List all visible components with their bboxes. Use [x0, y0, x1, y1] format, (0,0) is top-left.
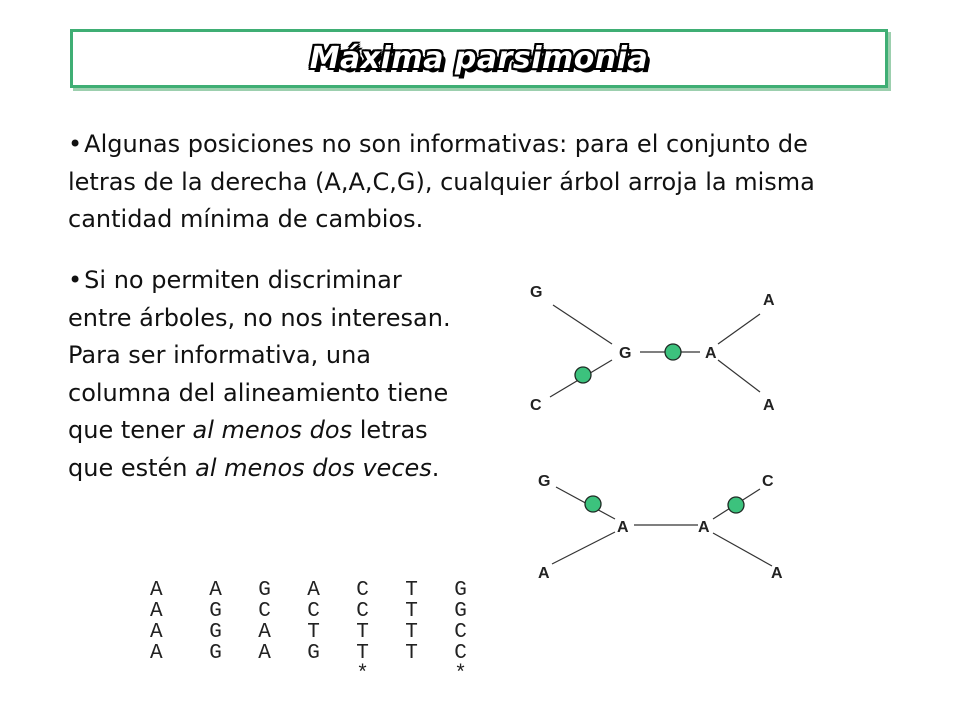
page-title: Máxima parsimonia	[309, 41, 649, 76]
tree-1-branch-top-right	[718, 314, 760, 344]
paragraph-1-text: Algunas posiciones no son informativas: para el conjunto de letras de la derecha (A,A,C,G), cualquier árbol arroja la misma cantidad mínima de cambios.	[68, 130, 815, 233]
tree-1-inner-right: A	[705, 345, 717, 362]
alignment-cell: C	[454, 621, 467, 644]
alignment-cell: G	[209, 642, 222, 665]
tree-1	[530, 284, 775, 414]
tree-1-leaf-bottom-right: A	[763, 397, 775, 414]
bullet-icon: •	[68, 130, 83, 158]
tree-1-branch-bottom-right	[718, 360, 760, 392]
tree-1-change-node-left	[575, 367, 591, 383]
tree-2	[538, 473, 783, 582]
alignment-cell: T	[356, 621, 369, 644]
tree-2-leaf-top-right: C	[762, 473, 774, 490]
alignment-marker: *	[454, 663, 467, 686]
tree-1-leaf-top-left: G	[530, 284, 543, 301]
alignment-cell: C	[307, 600, 320, 623]
alignment-cell: G	[454, 600, 467, 623]
tree-2-branch-bottom-left	[552, 532, 615, 564]
alignment-cell: A	[307, 579, 320, 602]
tree-2-change-node-left	[585, 496, 601, 512]
paragraph-2-emphasis-1: al menos dos	[192, 416, 353, 444]
tree-1-inner-left: G	[619, 345, 632, 362]
alignment-row	[150, 643, 485, 664]
alignment-cell: T	[356, 642, 369, 665]
alignment-cell: A	[258, 642, 271, 665]
alignment-cell: C	[454, 642, 467, 665]
tree-2-leaf-bottom-right: A	[771, 565, 783, 582]
alignment-cell: A	[209, 579, 222, 602]
tree-1-leaf-top-right: A	[763, 292, 775, 309]
tree-2-change-node-right	[728, 497, 744, 513]
alignment-cell: C	[356, 600, 369, 623]
alignment-cell: G	[258, 579, 271, 602]
alignment-cell: A	[150, 642, 163, 665]
alignment-marker	[289, 664, 338, 685]
tree-2-leaf-top-left: G	[538, 473, 551, 490]
alignment-cell: A	[150, 600, 163, 623]
tree-2-leaf-bottom-left: A	[538, 565, 550, 582]
alignment-marker	[387, 664, 436, 685]
alignment-cell: T	[405, 642, 418, 665]
alignment-cell: C	[356, 579, 369, 602]
alignment-cell: A	[150, 579, 163, 602]
alignment-cell: A	[258, 621, 271, 644]
alignment-marker	[191, 664, 240, 685]
alignment-cell: T	[307, 621, 320, 644]
alignment-cell: G	[307, 642, 320, 665]
bullet-icon: •	[68, 266, 83, 294]
alignment-informative-markers	[150, 664, 485, 685]
alignment-cell: T	[405, 600, 418, 623]
alignment-marker	[150, 664, 191, 685]
tree-2-branch-bottom-right	[713, 533, 772, 566]
alignment-cell: G	[454, 579, 467, 602]
alignment-marker: *	[356, 663, 369, 686]
paragraph-2-text-a: Si no permiten discriminar entre árboles, no nos interesan. Para ser informativa, una columna del alineamiento tiene que tener	[68, 266, 451, 444]
alignment-marker	[240, 664, 289, 685]
alignment-cell: A	[150, 621, 163, 644]
alignment-row	[150, 601, 485, 622]
alignment-row	[150, 622, 485, 643]
alignment-cell: G	[209, 600, 222, 623]
alignment-cell: T	[405, 579, 418, 602]
alignment-cell: G	[209, 621, 222, 644]
tree-1-change-node-internal	[665, 344, 681, 360]
tree-2-inner-left: A	[617, 519, 629, 536]
alignment-row	[150, 580, 485, 601]
tree-2-inner-right: A	[698, 519, 710, 536]
paragraph-2-text-c: .	[431, 453, 440, 482]
tree-1-leaf-bottom-left: C	[530, 397, 542, 414]
paragraph-2-emphasis-2: al menos dos veces	[195, 453, 432, 482]
tree-1-branch-top-left	[553, 305, 612, 344]
sequence-alignment	[150, 580, 485, 685]
paragraph-2-text-b: letras que estén	[68, 416, 428, 482]
alignment-cell: T	[405, 621, 418, 644]
alignment-cell: C	[258, 600, 271, 623]
